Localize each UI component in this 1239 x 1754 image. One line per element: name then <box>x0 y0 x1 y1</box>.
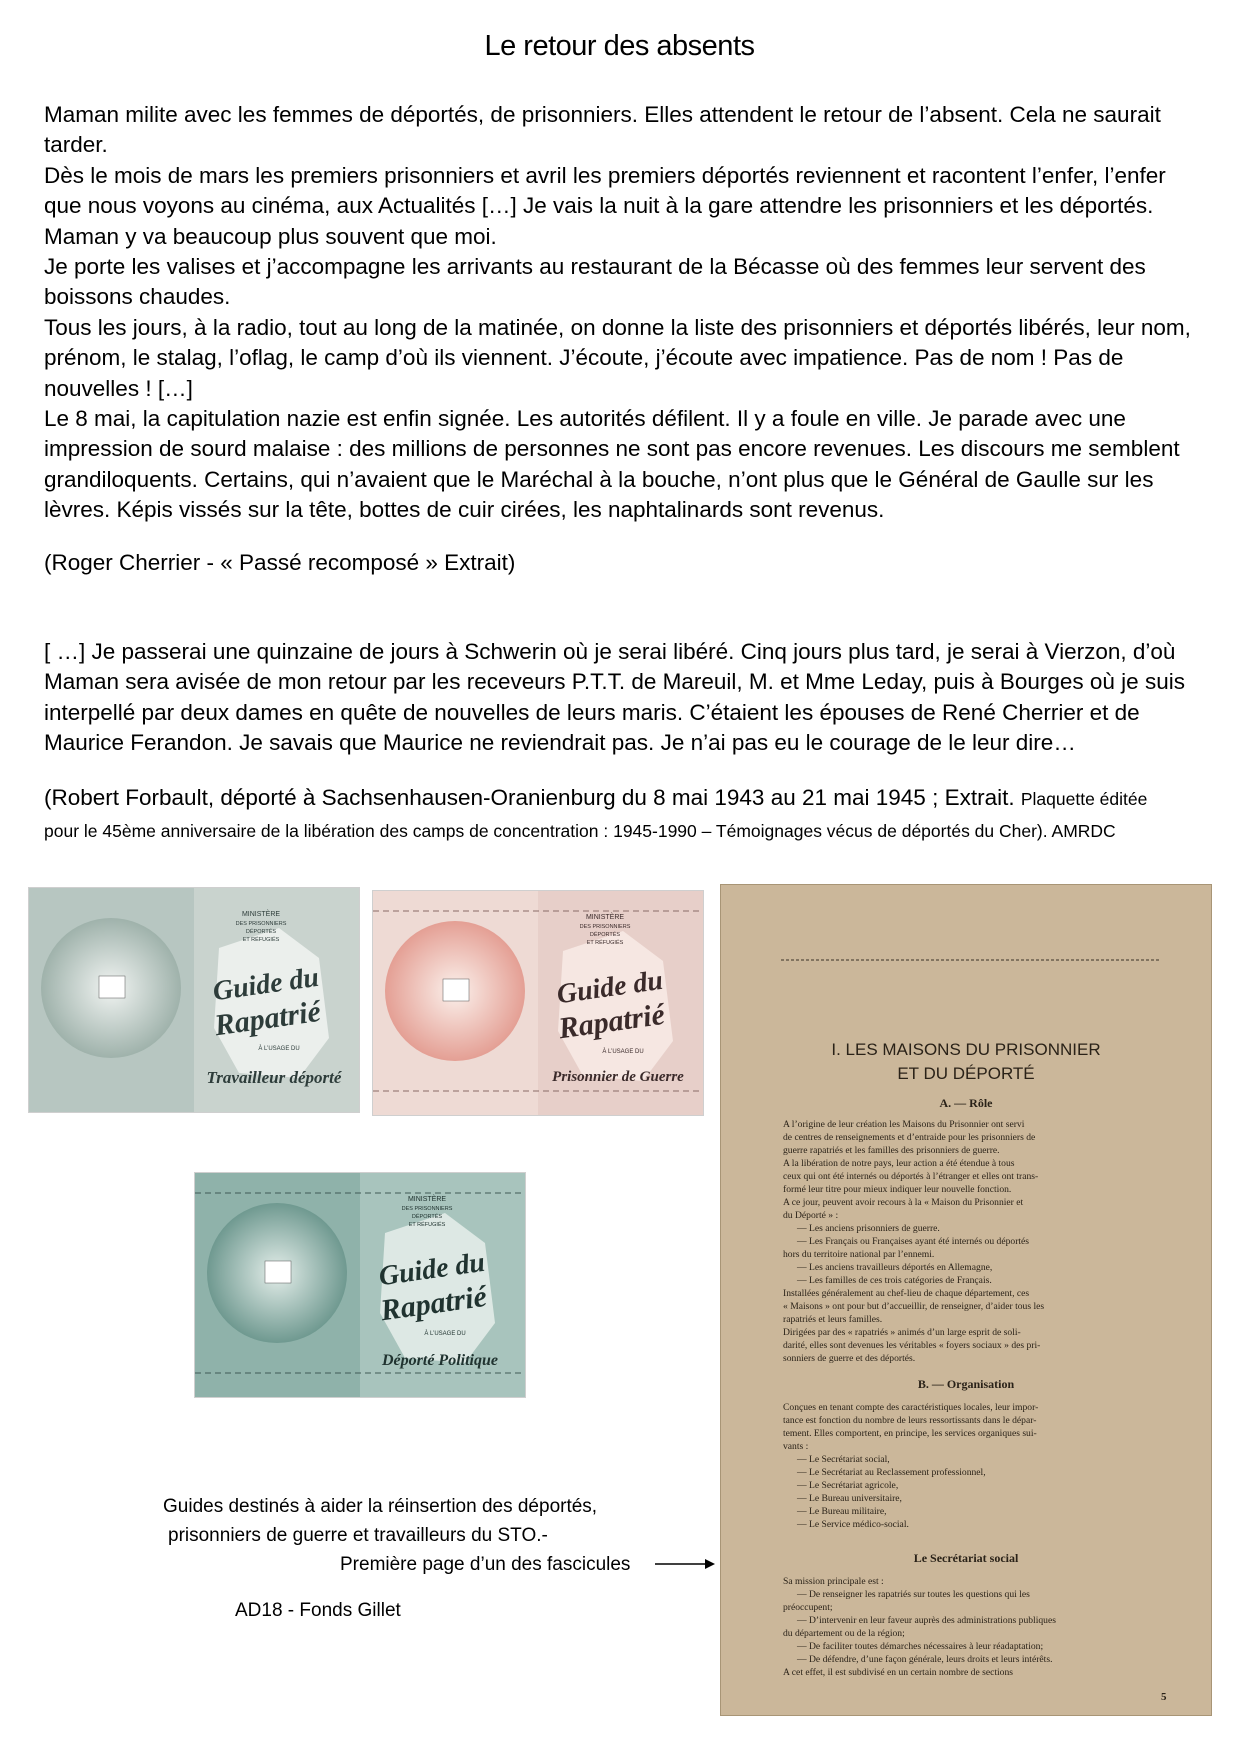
scan-text-line: A l’origine de leur création les Maisons du Prisonnier ont servi <box>783 1119 1025 1130</box>
scan-text-line: rapatriés et leurs familles. <box>783 1314 883 1325</box>
page-title: Le retour des absents <box>484 30 755 62</box>
scan-section-heading: B. — Organisation <box>917 1377 1015 1391</box>
booklet-cover-prisonnier <box>372 890 704 1116</box>
booklet-cover-image <box>29 888 359 1112</box>
scan-text-line: — De renseigner les rapatriés sur toutes les questions qui les <box>797 1589 1030 1600</box>
scan-text-line: — De faciliter toutes démarches nécessaires à leur réadaptation; <box>797 1641 1044 1652</box>
booklet-script-title: Rapatrié <box>378 1279 489 1328</box>
scan-text-line: — Le Secrétariat agricole, <box>797 1480 899 1491</box>
booklet-header-line: DÉPORTÉS <box>245 929 277 935</box>
booklet-header-line: ET RÉFUGIÉS <box>408 1222 446 1228</box>
citation-note: pour le 45ème anniversaire de la libération des camps de concentration : 1945-1990 – Témoignages vécus de déportés du Cher). AMRDC <box>44 821 1116 841</box>
scan-text-line: sonniers de guerre et des déportés. <box>783 1353 916 1364</box>
testimony-cherrier <box>44 100 1204 526</box>
citation-forbault <box>44 785 1147 811</box>
paragraph: Je porte les valises et j’accompagne les arrivants au restaurant de la Bécasse où des femmes leur servent des boissons chaudes. <box>44 254 1146 310</box>
scan-text-line: préoccupent; <box>783 1602 833 1613</box>
booklet-header-line: MINISTÈRE <box>585 914 625 921</box>
scan-text-line: guerre rapatriés et les familles des prisonniers de guerre. <box>783 1145 1000 1156</box>
booklet-header-line: DÉPORTÉS <box>589 932 621 938</box>
booklet-script-title: Guide du <box>210 961 321 1008</box>
booklet-header-line: ET RÉFUGIÉS <box>242 937 280 943</box>
booklet-cover-image <box>195 1173 525 1397</box>
booklet-header-line: DES PRISONNIERS <box>579 924 631 930</box>
scan-text-line: Dirigées par des « rapatriés » animés d’un large esprit de soli- <box>783 1327 1021 1338</box>
booklet-cover-image <box>373 891 703 1115</box>
booklet-small-text: À L’USAGE DU <box>258 1046 300 1052</box>
scan-text-line: — D’intervenir en leur faveur auprès des administrations publiques <box>797 1615 1056 1626</box>
scanned-booklet-page <box>720 884 1212 1716</box>
booklet-header-line: ET RÉFUGIÉS <box>586 940 624 946</box>
paragraph: Tous les jours, à la radio, tout au long de la matinée, on donne la liste des prisonniers et déportés libérés, leur nom, prénom, le stalag, l’oflag, le camp d’où ils viennent. J’écoute, j’écoute avec impatience. Pas de nom ! Pas de nouvelles ! […] <box>44 314 1191 401</box>
booklet-script-title: Guide du <box>554 964 665 1011</box>
scan-section-heading: A. — Rôle <box>939 1096 993 1110</box>
scan-text-line: — Les anciens prisonniers de guerre. <box>797 1223 940 1234</box>
scanned-page-image <box>721 885 1211 1715</box>
scan-text-line: — Les Français ou Françaises ayant été internés ou déportés <box>797 1236 1030 1247</box>
scan-text-line: A cet effet, il est subdivisé en un certain nombre de sections <box>783 1667 1014 1678</box>
caption-first-page: Première page d’un des fascicules <box>340 1554 631 1575</box>
caption-source: AD18 - Fonds Gillet <box>235 1600 401 1621</box>
scan-text-line: — Les familles de ces trois catégories de Français. <box>797 1275 992 1286</box>
booklet-subtitle: Prisonnier de Guerre <box>552 1069 684 1085</box>
caption-booklets-line1: Guides destinés à aider la réinsertion des déportés, <box>163 1496 598 1517</box>
citation-note-start: Plaquette éditée <box>1020 789 1148 809</box>
booklet-cover-deporte-politique <box>194 1172 526 1398</box>
booklet-header-line: DES PRISONNIERS <box>401 1206 453 1212</box>
paragraph: Dès le mois de mars les premiers prisonniers et avril les premiers déportés reviennent et racontent l’enfer, l’enfer que nous voyons au cinéma, aux Actualités […] Je vais la nuit à la gare attendre les prisonniers et les déportés. Maman y va beaucoup plus souvent que moi. <box>44 162 1166 249</box>
booklet-script-title: Guide du <box>376 1246 487 1293</box>
scan-text-line: A ce jour, peuvent avoir recours à la « Maison du Prisonnier et <box>783 1197 1024 1208</box>
scan-text-line: darité, elles sont devenues les véritables « foyers sociaux » des pri- <box>783 1340 1041 1351</box>
scan-text-line: tance est fonction du nombre de leurs ressortissants dans le dépar- <box>783 1415 1037 1426</box>
citation-cherrier: (Roger Cherrier - « Passé recomposé » Extrait) <box>44 550 516 575</box>
scan-text-line: Conçues en tenant compte des caractéristiques locales, leur impor- <box>783 1402 1039 1413</box>
scan-text-line: vants : <box>783 1441 809 1452</box>
booklet-header-line: MINISTÈRE <box>241 911 281 918</box>
scan-text-line: hors du territoire national par l’ennemi. <box>783 1249 935 1260</box>
citation-main: (Robert Forbault, déporté à Sachsenhausen-Oranienburg du 8 mai 1943 au 21 mai 1945 ; Extrait. <box>44 785 1015 810</box>
testimony-forbault: [ …] Je passerai une quinzaine de jours à Schwerin où je serai libéré. Cinq jours plus tard, je serai à Vierzon, d’où Maman sera avisée de mon retour par les receveurs P.T.T. de Mareuil, M. et Mme Leday, puis à Bourges où je suis interpellé par deux dames en quête de nouvelles de leurs maris. C’étaient les épouses de René Cherrier et de Maurice Ferandon. Je savais que Maurice ne reviendrait pas. Je n’ai pas eu le courage de le leur dire… <box>44 639 1185 756</box>
booklet-header-line: MINISTÈRE <box>407 1196 447 1203</box>
scan-section-heading: Le Secrétariat social <box>913 1551 1019 1565</box>
booklet-header-line: DÉPORTÉS <box>411 1214 443 1220</box>
scan-text-line: Installées généralement au chef-lieu de chaque département, ces <box>783 1288 1030 1299</box>
scan-text-line: — Le Bureau universitaire, <box>797 1493 902 1504</box>
scan-text-line: A la libération de notre pays, leur action a été étendue à tous <box>783 1158 1015 1169</box>
booklet-subtitle: Travailleur déporté <box>206 1068 342 1087</box>
scan-text-line: — Le Secrétariat social, <box>797 1454 890 1465</box>
booklet-script-title: Rapatrié <box>556 997 667 1046</box>
booklet-header-line: DES PRISONNIERS <box>235 921 287 927</box>
scan-text-line: formé leur titre pour mieux indiquer leur nouvelle fonction. <box>783 1184 1012 1195</box>
scan-text-line: — Les anciens travailleurs déportés en Allemagne, <box>797 1262 993 1273</box>
scan-text-line: du département ou de la région; <box>783 1628 905 1639</box>
booklet-script-title: Rapatrié <box>212 994 323 1043</box>
scan-text-line: — Le Bureau militaire, <box>797 1506 887 1517</box>
booklet-small-text: À L’USAGE DU <box>602 1049 644 1055</box>
scan-text-line: « Maisons » ont pour but d’accueillir, de renseigner, d’aider tous les <box>783 1301 1045 1312</box>
booklet-small-text: À L’USAGE DU <box>424 1331 466 1337</box>
scan-text-line: ceux qui ont été internés ou déportés à l’étranger et elles ont trans- <box>783 1171 1039 1182</box>
scan-heading: ET DU DÉPORTÉ <box>897 1064 1035 1083</box>
booklet-cover-travailleur <box>28 887 360 1113</box>
scan-text-line: — Le Secrétariat au Reclassement professionnel, <box>797 1467 986 1478</box>
scan-text-line: Sa mission principale est : <box>783 1576 884 1587</box>
scan-text-line: — Le Service médico-social. <box>797 1519 909 1530</box>
scan-text-line: — De défendre, d’une façon générale, leurs droits et leurs intérêts. <box>797 1654 1053 1665</box>
scan-heading: I. LES MAISONS DU PRISONNIER <box>831 1040 1101 1059</box>
scan-text-line: tement. Elles comportent, en principe, les services organiques sui- <box>783 1428 1037 1439</box>
scan-text-line: de centres de renseignements et d’entraide pour les prisonniers de <box>783 1132 1036 1143</box>
scan-text-line: du Déporté » : <box>783 1210 839 1221</box>
scan-page-number: 5 <box>1161 1691 1167 1703</box>
arrow-right-icon <box>655 1556 715 1572</box>
paragraph: Maman milite avec les femmes de déportés, de prisonniers. Elles attendent le retour de l’absent. Cela ne saurait tarder. <box>44 102 1161 158</box>
caption-booklets-line2: prisonniers de guerre et travailleurs du STO.- <box>168 1525 548 1546</box>
paragraph: Le 8 mai, la capitulation nazie est enfin signée. Les autorités défilent. Il y a foule en ville. Je parade avec une impression de sourd malaise : des millions de personnes ne sont pas encore revenues. Les discours me semblent grandiloquents. Certains, qui n’avaient que le Maréchal à la bouche, n’ont plus que le Général de Gaulle sur les lèvres. Képis vissés sur la tête, bottes de cuir cirées, les naphtalinards sont revenus. <box>44 406 1180 523</box>
booklet-subtitle: Déporté Politique <box>382 1352 498 1369</box>
